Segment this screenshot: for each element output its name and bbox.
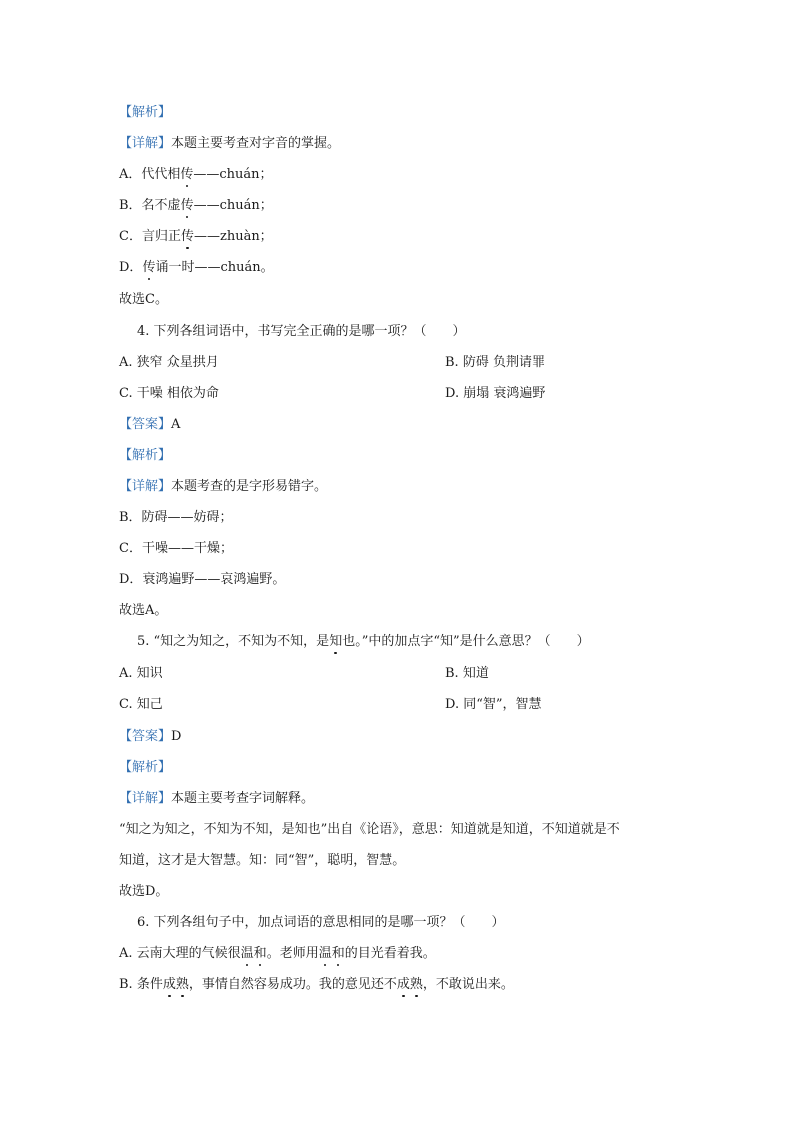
- q5-answer: [119, 728, 181, 746]
- dotted-char: 知: [329, 634, 343, 649]
- option-text: D．: [119, 260, 143, 275]
- q5-option-a: A. 知识: [119, 666, 163, 681]
- option-text: A. 云南大理的气候很: [119, 946, 241, 961]
- option-text: 。老师用: [266, 946, 319, 961]
- detail-text: 本题主要考查对字音的掌握。: [171, 136, 341, 151]
- q3-option-d: [119, 259, 274, 277]
- q5-option-c: C. 知己: [119, 697, 163, 712]
- dotted-char: 传: [180, 229, 194, 244]
- dotted-char: 熟: [409, 977, 423, 992]
- answer-value: D: [171, 729, 182, 744]
- q4-detail-b: B．防碍——妨碍；: [119, 510, 233, 525]
- dotted-char: 和: [331, 946, 345, 961]
- q6-stem: 6. 下列各组句子中，加点词语的意思相同的是哪一项？（ ）: [137, 915, 505, 930]
- detail-line: [119, 135, 340, 153]
- q3-option-c: [119, 228, 273, 246]
- q4-analysis-tag: 【解析】: [119, 448, 172, 463]
- detail-text: 本题主要考查字词解释。: [171, 791, 315, 806]
- stem-text: 5. “知之为知之，不知为不知，是: [137, 634, 330, 649]
- q3-conclusion: 故选C。: [119, 292, 168, 307]
- q5-paragraph-1: “知之为知之，不知为不知，是知也”出自《论语》，意思：知道就是知道，不知道就是不: [119, 822, 620, 837]
- option-text: ——chuán；: [193, 198, 273, 213]
- q4-option-a: A. 狭窄 众星拱月: [119, 355, 219, 370]
- answer-tag: 【答案】: [119, 729, 172, 744]
- q4-option-c: C. 干噪 相依为命: [119, 386, 219, 401]
- q4-option-b: B. 防碍 负荆请罪: [445, 355, 545, 370]
- q6-option-b: [119, 976, 514, 994]
- option-text: B. 条件: [119, 977, 163, 992]
- q5-paragraph-2: 知道，这才是大智慧。知：同“智”，聪明，智慧。: [119, 853, 406, 868]
- dotted-char: 和: [253, 946, 267, 961]
- q4-detail-c: C．干噪——干燥；: [119, 541, 233, 556]
- q4-option-d: D. 崩塌 衰鸿遍野: [445, 386, 546, 401]
- q5-detail: [119, 790, 314, 808]
- detail-tag: 【详解】: [119, 479, 172, 494]
- q4-detail: [119, 478, 327, 496]
- q5-conclusion: 故选D。: [119, 884, 169, 899]
- detail-tag: 【详解】: [119, 136, 172, 151]
- detail-tag: 【详解】: [119, 791, 172, 806]
- dotted-char: 熟: [175, 977, 189, 992]
- q5-option-d: D. 同“智”，智慧: [445, 697, 542, 712]
- analysis-tag: 【解析】: [119, 105, 172, 120]
- q4-answer: [119, 416, 180, 434]
- dotted-char: 温: [318, 946, 332, 961]
- answer-tag: 【答案】: [119, 417, 172, 432]
- option-text: 诵一时——chuán。: [155, 260, 274, 275]
- option-text: B．名不虚: [119, 198, 181, 213]
- q4-conclusion: 故选A。: [119, 603, 168, 618]
- option-text: C．言归正: [119, 229, 181, 244]
- option-text: ——chuán；: [193, 167, 273, 182]
- q3-option-a: [119, 166, 273, 184]
- q4-stem: 4. 下列各组词语中，书写完全正确的是哪一项？（ ）: [137, 324, 466, 339]
- q5-option-b: B. 知道: [445, 666, 489, 681]
- option-text: 的目光看着我。: [344, 946, 436, 961]
- dotted-char: 成: [396, 977, 410, 992]
- q6-option-a: [119, 945, 436, 963]
- dotted-char: 温: [240, 946, 254, 961]
- option-text: A．代代相: [119, 167, 181, 182]
- q5-stem: [137, 633, 590, 651]
- q5-analysis-tag: 【解析】: [119, 760, 172, 775]
- q3-option-b: [119, 197, 273, 215]
- option-text: ——zhuàn；: [193, 229, 273, 244]
- dotted-char: 传: [180, 198, 194, 213]
- stem-text: 也。”中的加点字“知”是什么意思？（ ）: [342, 634, 590, 649]
- answer-value: A: [171, 417, 181, 432]
- q4-detail-d: D．衰鸿遍野——哀鸿遍野。: [119, 572, 286, 587]
- option-text: ，不敢说出来。: [422, 977, 514, 992]
- dotted-char: 传: [180, 167, 194, 182]
- option-text: ，事情自然容易成功。我的意见还不: [188, 977, 397, 992]
- dotted-char: 传: [142, 260, 156, 275]
- detail-text: 本题考查的是字形易错字。: [171, 479, 328, 494]
- dotted-char: 成: [162, 977, 176, 992]
